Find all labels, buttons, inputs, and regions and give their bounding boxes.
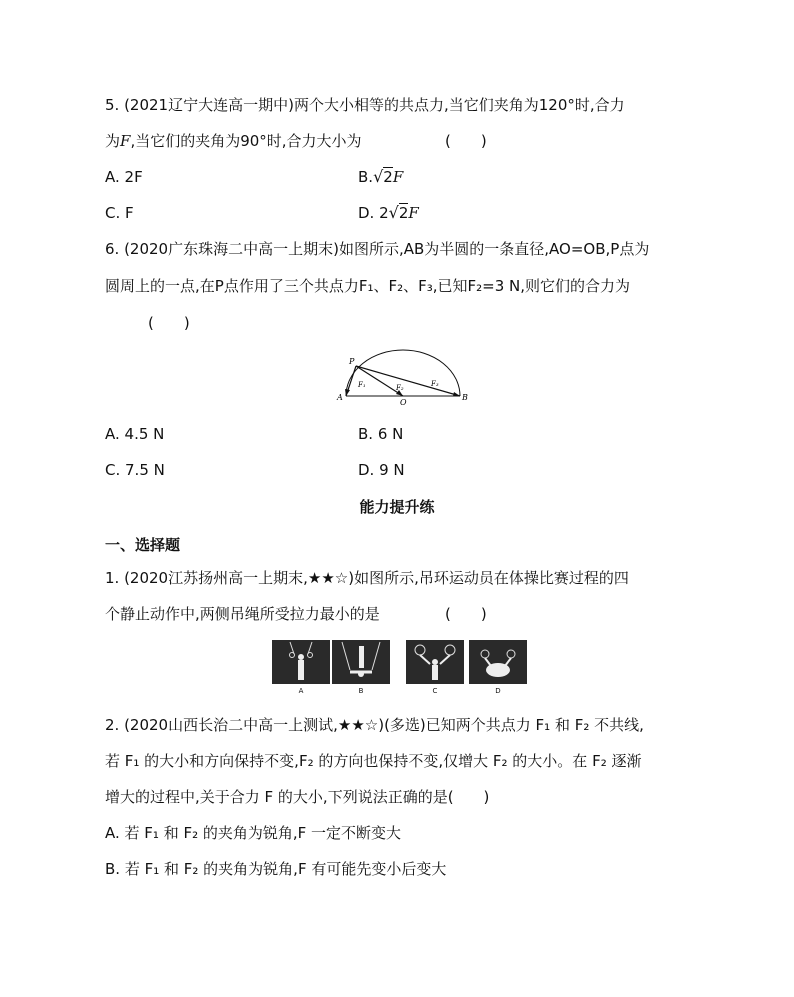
- sqrt-symbol: √: [388, 203, 399, 222]
- rings-photo-c: [406, 640, 464, 684]
- label-f2: F₂: [396, 384, 404, 392]
- photo-label-c: C: [432, 687, 438, 695]
- rings-photo-d: [469, 640, 527, 684]
- q6-option-b: B. 6 N: [358, 425, 404, 443]
- label-o: O: [400, 398, 407, 407]
- section-title: 能力提升练: [359, 498, 435, 516]
- label-b: B: [462, 393, 468, 402]
- q5-option-d-prefix: D. 2: [358, 204, 389, 222]
- q6-line2: 圆周上的一点,在P点作用了三个共点力F₁、F₂、F₃,已知F₂=3 N,则它们的合力为: [105, 277, 631, 295]
- q5-option-b-prefix: B.: [358, 168, 374, 186]
- gymnast-icon: [272, 640, 330, 684]
- photo-label-d: D: [495, 687, 501, 695]
- q5-option-a: A. 2F: [105, 168, 143, 186]
- label-f3: F₃: [431, 380, 439, 388]
- q5-line2-F: F: [120, 132, 131, 150]
- gymnast-icon: [406, 640, 464, 684]
- q1-paren: ( ): [445, 605, 487, 623]
- q6-paren: ( ): [148, 314, 190, 332]
- gymnast-icon: [332, 640, 390, 684]
- q6-line1: 6. (2020广东珠海二中高一上期末)如图所示,AB为半圆的一条直径,AO=OB,P点为: [105, 240, 650, 258]
- subsection-title: 一、选择题: [105, 536, 181, 554]
- force-f3-line: [356, 366, 460, 396]
- label-p: P: [349, 357, 355, 366]
- q5-option-c: C. F: [105, 204, 134, 222]
- q1-line2-text: 个静止动作中,两侧吊绳所受拉力最小的是: [105, 605, 380, 623]
- q5-option-b-radicand: 2: [383, 168, 393, 186]
- label-a: A: [337, 393, 343, 402]
- q5-line2-a: 为: [105, 132, 121, 150]
- q2-option-b: B. 若 F₁ 和 F₂ 的夹角为锐角,F 有可能先变小后变大: [105, 860, 447, 878]
- q5-option-d-suffix: F: [408, 204, 419, 222]
- force-f3-arrow: [453, 392, 460, 396]
- q2-line1: 2. (2020山西长治二中高一上测试,★★☆)(多选)已知两个共点力 F₁ 和 F₂ 不共线,: [105, 716, 644, 734]
- q5-line2: [105, 131, 487, 151]
- q6-option-d: D. 9 N: [358, 461, 405, 479]
- q5-option-b: [358, 167, 403, 187]
- sqrt-symbol: √: [373, 167, 384, 186]
- rings-photo-b: [332, 640, 390, 684]
- q5-option-d: [358, 203, 419, 223]
- q2-option-a: A. 若 F₁ 和 F₂ 的夹角为锐角,F 一定不断变大: [105, 824, 402, 842]
- label-f1: F₁: [358, 381, 366, 389]
- q2-line3: 增大的过程中,关于合力 F 的大小,下列说法正确的是( ): [105, 788, 490, 806]
- q5-line2-b: ,当它们的夹角为90°时,合力大小为: [130, 132, 362, 150]
- q1-line2: [105, 604, 487, 624]
- q6-option-a: A. 4.5 N: [105, 425, 165, 443]
- rings-photo-a: [272, 640, 330, 684]
- q1-line1: 1. (2020江苏扬州高一上期末,★★☆)如图所示,吊环运动员在体操比赛过程的四: [105, 569, 629, 587]
- q5-option-b-suffix: F: [392, 168, 404, 186]
- q5-line1: 5. (2021辽宁大连高一期中)两个大小相等的共点力,当它们夹角为120°时,合力: [105, 96, 625, 114]
- photo-label-a: A: [298, 687, 304, 695]
- q5-paren: ( ): [445, 132, 487, 150]
- q2-line2: 若 F₁ 的大小和方向保持不变,F₂ 的方向也保持不变,仅增大 F₂ 的大小。在 F₂ 逐渐: [105, 752, 642, 770]
- photo-label-b: B: [358, 687, 364, 695]
- gymnast-icon: [469, 640, 527, 684]
- q6-option-c: C. 7.5 N: [105, 461, 165, 479]
- semicircle-force-diagram: [330, 340, 468, 407]
- q5-option-d-radicand: 2: [398, 204, 409, 222]
